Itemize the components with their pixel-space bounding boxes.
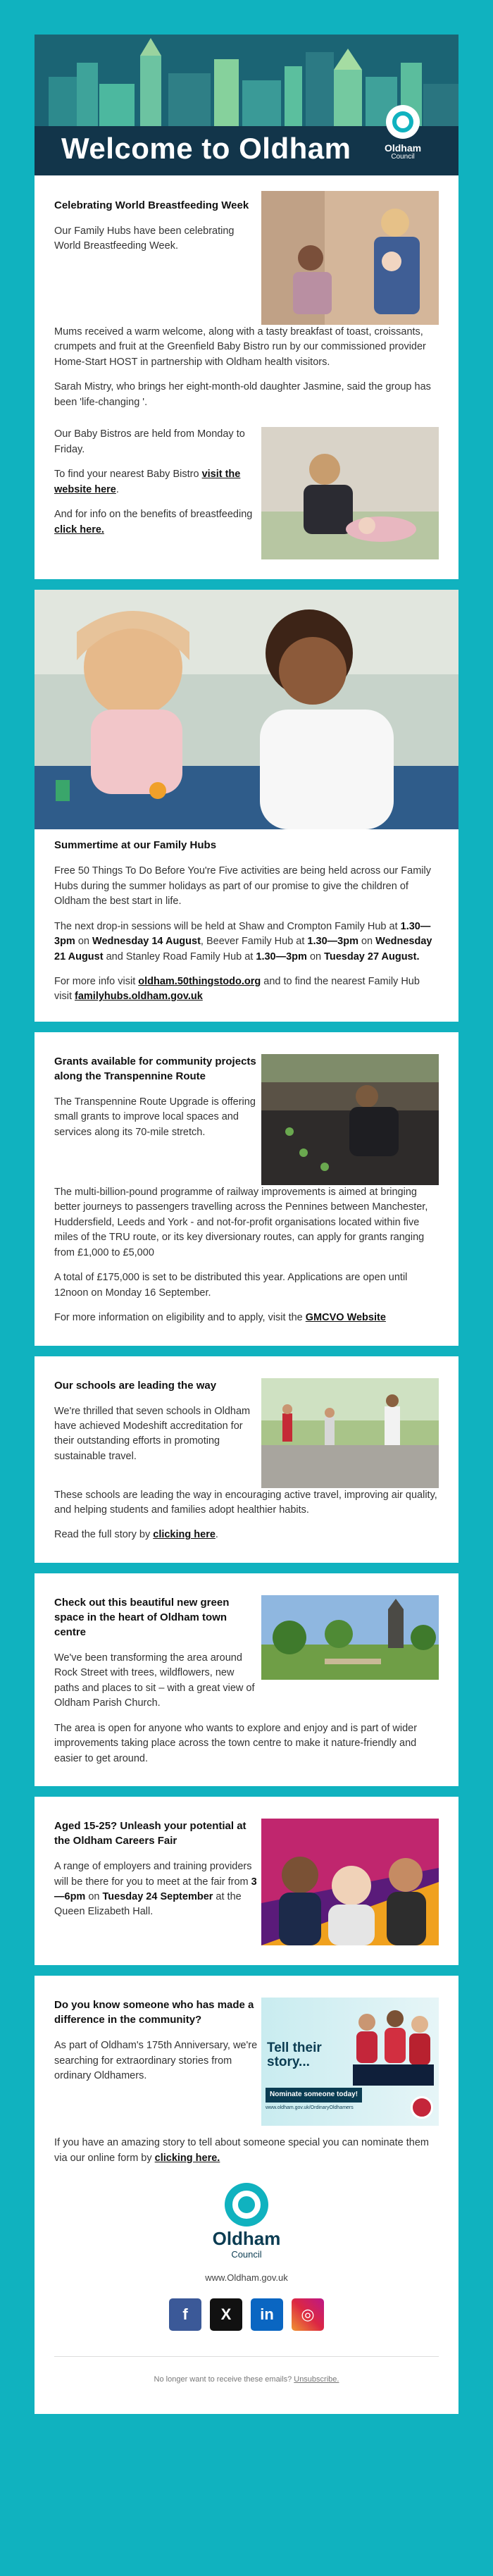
- careers-fair-graphic: [261, 1819, 439, 1945]
- banner-title: Welcome to Oldham: [61, 132, 351, 165]
- gmcvo-website-link[interactable]: GMCVO Website: [305, 1312, 386, 1324]
- greenspace-title: Check out this beautiful new green space in the heart of Oldham town centre: [54, 1596, 230, 1638]
- summer-sessions: The next drop-in sessions will be held at Shaw and Crompton Family Hub at 1.30—3pm on Wednesday 14 August, Beever Family Hub at 1.30—3pm on Wednesday 21 August and Stanley Road Family Hub at 1.30—3pm on Tuesday 27 August.: [54, 920, 432, 962]
- rock-street-greenspace-photo: [261, 1595, 439, 1680]
- schools-card: [35, 1356, 458, 1563]
- unsubscribe-link[interactable]: Unsubscribe.: [294, 2375, 339, 2384]
- bistro-days: Our Baby Bistros are held from Monday to Friday.: [54, 428, 245, 455]
- schools-story-text: Read the full story by clicking here.: [54, 1529, 218, 1541]
- footer-logo-name: Oldham: [212, 2227, 281, 2249]
- schools-intro: We're thrilled that seven schools in Oldham have achieved Modeshift accreditation for their outstanding efforts in promoting sustainable travel.: [54, 1405, 251, 1462]
- linkedin-icon[interactable]: in: [251, 2298, 283, 2331]
- facebook-icon[interactable]: f: [169, 2298, 201, 2331]
- footer: [54, 2176, 439, 2386]
- summer-para1: Free 50 Things To Do Before You're Five activities are being held across our Family Hubs during the summer holidays as part of our promise to give the children of Oldham the best start in life.: [54, 865, 431, 908]
- instagram-icon[interactable]: ◎: [292, 2298, 324, 2331]
- community-planting-photo: [261, 1054, 439, 1185]
- nominate-intro: As part of Oldham's 175th Anniversary, we're searching for extraordinary stories from ordinary Oldhamers.: [54, 2040, 258, 2081]
- header-banner: [35, 35, 458, 175]
- breastfeeding-benefits-link[interactable]: click here.: [54, 524, 104, 535]
- poster-headline: Tell their story...: [267, 2041, 322, 2069]
- greenspace-intro: We've been transforming the area around Rock Street with trees, wildflowers, new paths and places to sit – with a great view of Oldham Parish Church.: [54, 1652, 255, 1709]
- bistro-find-text: To find your nearest Baby Bistro visit the website here.: [54, 469, 241, 495]
- grants-card: [35, 1032, 458, 1346]
- baby-bistro-photo: [261, 427, 439, 559]
- nominate-para1: If you have an amazing story to tell about someone special you can nominate them via our online form by clicking here.: [54, 2137, 429, 2164]
- grants-para1: The multi-billion-pound programme of railway improvements is aimed at bringing better journeys to passengers travelling across the Pennines between Manchester, Huddersfield, Leeds and York - and not-for-profit organisations located within five miles of the TRU route, or its key diversionary routes, can apply for grants ranging from £1,000 to £5,000: [54, 1186, 428, 1258]
- greenspace-card: [35, 1573, 458, 1786]
- grants-title: Grants available for community projects along the Transpennine Route: [54, 1055, 256, 1082]
- fifty-things-link[interactable]: oldham.50thingstodo.org: [138, 975, 261, 987]
- summer-more-info: For more info visit oldham.50thingstodo.org and to find the nearest Family Hub visit familyhubs.oldham.gov.uk: [54, 975, 420, 1003]
- oldham-council-logo: Oldham Council: [380, 105, 426, 161]
- children-playing-photo: [35, 590, 458, 829]
- schools-para1: These schools are leading the way in encouraging active travel, improving air quality, and helping students and families adopt healthier habits.: [54, 1489, 437, 1516]
- bistro-website-link[interactable]: visit the website here: [54, 469, 241, 495]
- breastfeeding-title: Celebrating World Breastfeeding Week: [54, 199, 249, 211]
- poster-cta: Nominate someone today!: [266, 2088, 362, 2103]
- x-icon[interactable]: X: [210, 2298, 242, 2331]
- nominate-card: [35, 1976, 458, 2414]
- careers-title: Aged 15-25? Unleash your potential at the Oldham Careers Fair: [54, 1820, 246, 1847]
- unsubscribe-text: No longer want to receive these emails? Unsubscribe.: [54, 2356, 439, 2385]
- grants-para2: A total of £175,000 is set to be distributed this year. Applications are open until 12noon on Monday 16 September.: [54, 1272, 408, 1299]
- breastfeeding-photo: [261, 191, 439, 325]
- oldham-175-badge: [411, 2096, 433, 2119]
- breastfeeding-intro: Our Family Hubs have been celebrating World Breastfeeding Week.: [54, 225, 235, 252]
- summer-card: [35, 590, 458, 1022]
- greenspace-para1: The area is open for anyone who wants to explore and enjoy and is part of wider improvements taking place across the town centre to make it nature-friendly and easier to get around.: [54, 1722, 418, 1764]
- summer-title: Summertime at our Family Hubs: [54, 839, 217, 852]
- footer-oldham-logo: [225, 2183, 268, 2227]
- family-hubs-link[interactable]: familyhubs.oldham.gov.uk: [75, 991, 203, 1003]
- careers-details: A range of employers and training providers will be there for you to meet at the fair from 3—6pm on Tuesday 24 September at the Queen Elizabeth Hall.: [54, 1861, 257, 1918]
- breastfeeding-para1: Mums received a warm welcome, along with a tasty breakfast of toast, croissants, crumpets and fruit at the Greenfield Baby Bistro run by our commissioned provider Home-Start HOST in partnership with Oldham health visitors.: [54, 326, 426, 368]
- schools-title: Our schools are leading the way: [54, 1379, 217, 1392]
- footer-website[interactable]: www.Oldham.gov.uk: [205, 2272, 288, 2284]
- nominate-form-link[interactable]: clicking here.: [154, 2152, 220, 2164]
- careers-card: [35, 1797, 458, 1965]
- social-links: [54, 2298, 439, 2331]
- schoolchildren-running-photo: [261, 1378, 439, 1488]
- breastfeeding-benefits-text: And for info on the benefits of breastfeeding click here.: [54, 509, 253, 535]
- breastfeeding-para2: Sarah Mistry, who brings her eight-month-old daughter Jasmine, said the group has been 'life-changing '.: [54, 381, 431, 408]
- schools-story-link[interactable]: clicking here: [153, 1529, 216, 1541]
- breastfeeding-card: [35, 175, 458, 579]
- grants-apply-text: For more information on eligibility and to apply, visit the GMCVO Website: [54, 1312, 386, 1324]
- nominate-title: Do you know someone who has made a difference in the community?: [54, 1999, 254, 2026]
- ordinary-oldhamers-poster: [261, 1998, 439, 2126]
- grants-intro: The Transpennine Route Upgrade is offering small grants to improve local spaces and services along its 70-mile stretch.: [54, 1096, 256, 1138]
- footer-logo-council: Council: [231, 2248, 262, 2260]
- poster-url: www.oldham.gov.uk/OrdinaryOldhamers: [266, 2105, 354, 2111]
